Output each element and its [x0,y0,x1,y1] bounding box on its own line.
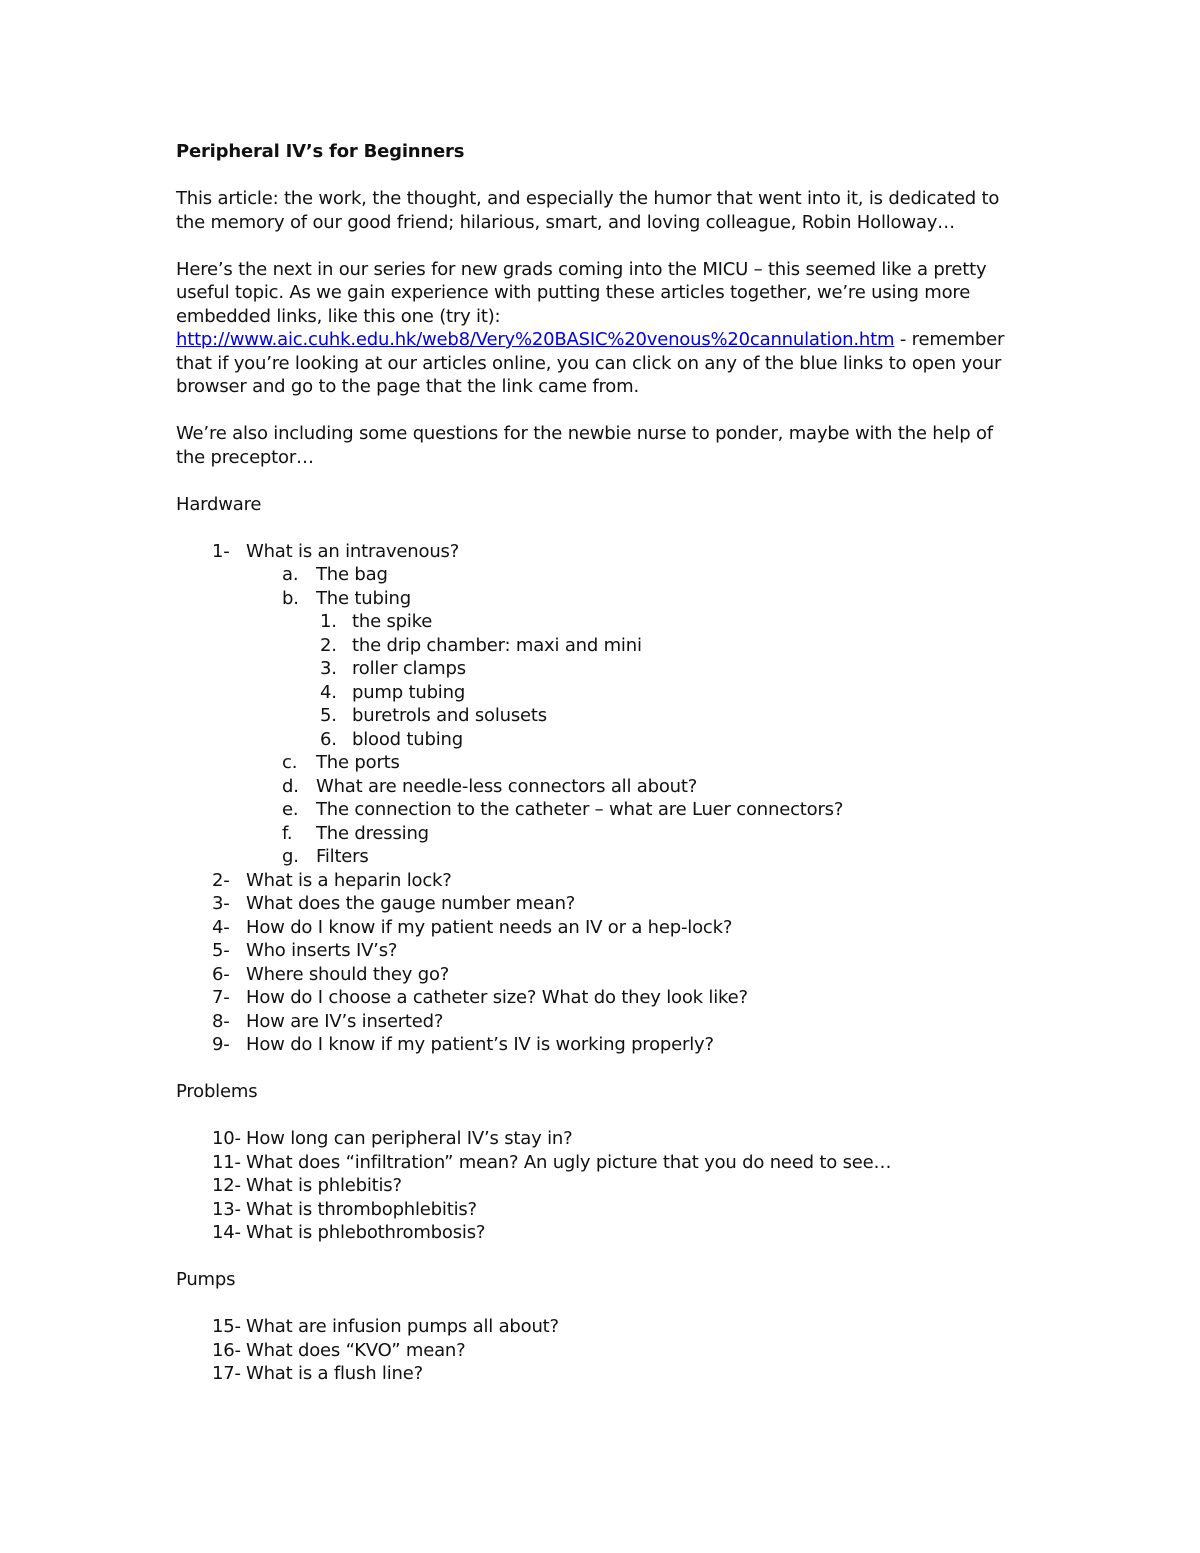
item-number: 9- [212,1034,230,1055]
pumps-heading: Pumps [176,1269,236,1290]
item-text: What is thrombophlebitis? [246,1198,477,1220]
list-item [176,540,1026,564]
item-number: 13- [212,1198,241,1220]
item-number: 16- [212,1339,241,1361]
sub-list-item [176,798,1026,822]
sub-list-item [176,751,1026,775]
list-item [176,1033,1026,1057]
item-text: How long can peripheral IV’s stay in? [246,1128,573,1149]
item-text: The connection to the catheter – what are Luer connectors? [316,799,844,820]
item-text: What is an intravenous? [246,540,460,562]
item-number: 10- [212,1128,241,1149]
item-text: The bag [316,564,388,585]
tubing-part-item [176,704,1026,728]
item-number: 12- [212,1175,241,1196]
item-letter: c. [282,752,298,773]
item-text: What are infusion pumps all about? [246,1316,559,1337]
item-number: 1- [212,540,230,562]
item-text: How do I know if my patient needs an IV or a hep-lock? [246,916,733,938]
list-item [176,916,1026,940]
item-number: 2- [212,869,230,891]
item-letter: d. [282,775,299,797]
item-text: What is a flush line? [246,1363,423,1384]
item-number: 1. [320,611,337,632]
item-text: Filters [316,846,369,867]
cannulation-link[interactable]: http://www.aic.cuhk.edu.hk/web8/Very%20BASIC%20venous%20cannulation.htm [176,329,895,350]
item-text: pump tubing [352,681,466,703]
item-number: 8- [212,1010,230,1032]
item-number: 5. [320,705,337,726]
intro-paragraph [176,258,1026,399]
item-number: 4. [320,681,337,703]
sub-list-item [176,822,1026,846]
problems-question-list [176,1127,1026,1245]
problems-heading: Problems [176,1081,258,1102]
item-number: 17- [212,1363,241,1384]
tubing-part-item [176,657,1026,681]
list-item [176,892,1026,916]
item-number: 4- [212,916,230,938]
list-item [176,1315,1026,1339]
tubing-part-item [176,634,1026,658]
item-text: What is phlebitis? [246,1175,402,1196]
item-text: How do I know if my patient’s IV is working properly? [246,1034,714,1055]
intro-text-after-link: - remember that if you’re looking at our articles online, you can click on any of the blue links to open your browser and go to the page that the link came from. [176,329,1005,397]
dedication-paragraph: This article: the work, the thought, and especially the humor that went into it, is dedicated to the memory of our good friend; hilarious, smart, and loving colleague, Robin Holloway… [176,188,1000,233]
list-item [176,1127,1026,1151]
item-text: buretrols and solusets [352,705,547,726]
item-text: What does “KVO” mean? [246,1339,466,1361]
tubing-part-item [176,681,1026,705]
pumps-question-list [176,1315,1026,1386]
item-text: the drip chamber: maxi and mini [352,634,642,656]
hardware-question-list [176,540,1026,1057]
item-text: blood tubing [352,728,463,750]
questions-note-paragraph: We’re also including some questions for the newbie nurse to ponder, maybe with the help of the preceptor… [176,423,993,468]
item-number: 6. [320,728,337,750]
sub-list-item [176,845,1026,869]
document-title: Peripheral IV’s for Beginners [176,141,465,162]
item-text: Who inserts IV’s? [246,940,398,961]
item-number: 2. [320,634,337,656]
document-page [176,140,1026,1409]
item-letter: b. [282,587,299,609]
item-text: How are IV’s inserted? [246,1010,444,1032]
tubing-part-item [176,610,1026,634]
item-text: How do I choose a catheter size? What do they look like? [246,987,748,1008]
list-item [176,869,1026,893]
list-item [176,1174,1026,1198]
item-text: the spike [352,611,433,632]
item-number: 11- [212,1151,241,1173]
item-letter: a. [282,564,299,585]
item-text: Where should they go? [246,963,450,985]
item-text: The dressing [316,822,429,844]
item-number: 3- [212,893,230,914]
list-item [176,1198,1026,1222]
sub-list-item [176,563,1026,587]
intro-text-before-link: Here’s the next in our series for new grads coming into the MICU – this seemed like a pretty useful topic. As we gain experience with putting these articles together, we’re using more embedded links, like this one (try it): [176,258,987,327]
item-number: 15- [212,1316,241,1337]
list-item [176,1010,1026,1034]
tubing-part-item [176,728,1026,752]
list-item [176,1339,1026,1363]
item-text: What does “infiltration” mean? An ugly picture that you do need to see… [246,1151,892,1173]
item-letter: e. [282,799,299,820]
sub-list-item [176,587,1026,611]
item-text: The ports [316,752,400,773]
list-item [176,1151,1026,1175]
list-item [176,939,1026,963]
list-item [176,1221,1026,1245]
item-number: 3. [320,658,337,679]
item-number: 7- [212,987,230,1008]
list-item [176,963,1026,987]
item-text: What is a heparin lock? [246,869,452,891]
item-number: 5- [212,940,230,961]
item-letter: f. [282,822,293,844]
list-item [176,1362,1026,1386]
item-text: The tubing [316,587,411,609]
item-number: 6- [212,963,230,985]
item-text: What are needle-less connectors all about? [316,775,698,797]
list-item [176,986,1026,1010]
hardware-heading: Hardware [176,493,262,515]
item-text: What is phlebothrombosis? [246,1222,486,1243]
sub-list-item [176,775,1026,799]
item-number: 14- [212,1222,241,1243]
item-letter: g. [282,846,299,867]
item-text: roller clamps [352,658,466,679]
item-text: What does the gauge number mean? [246,893,576,914]
